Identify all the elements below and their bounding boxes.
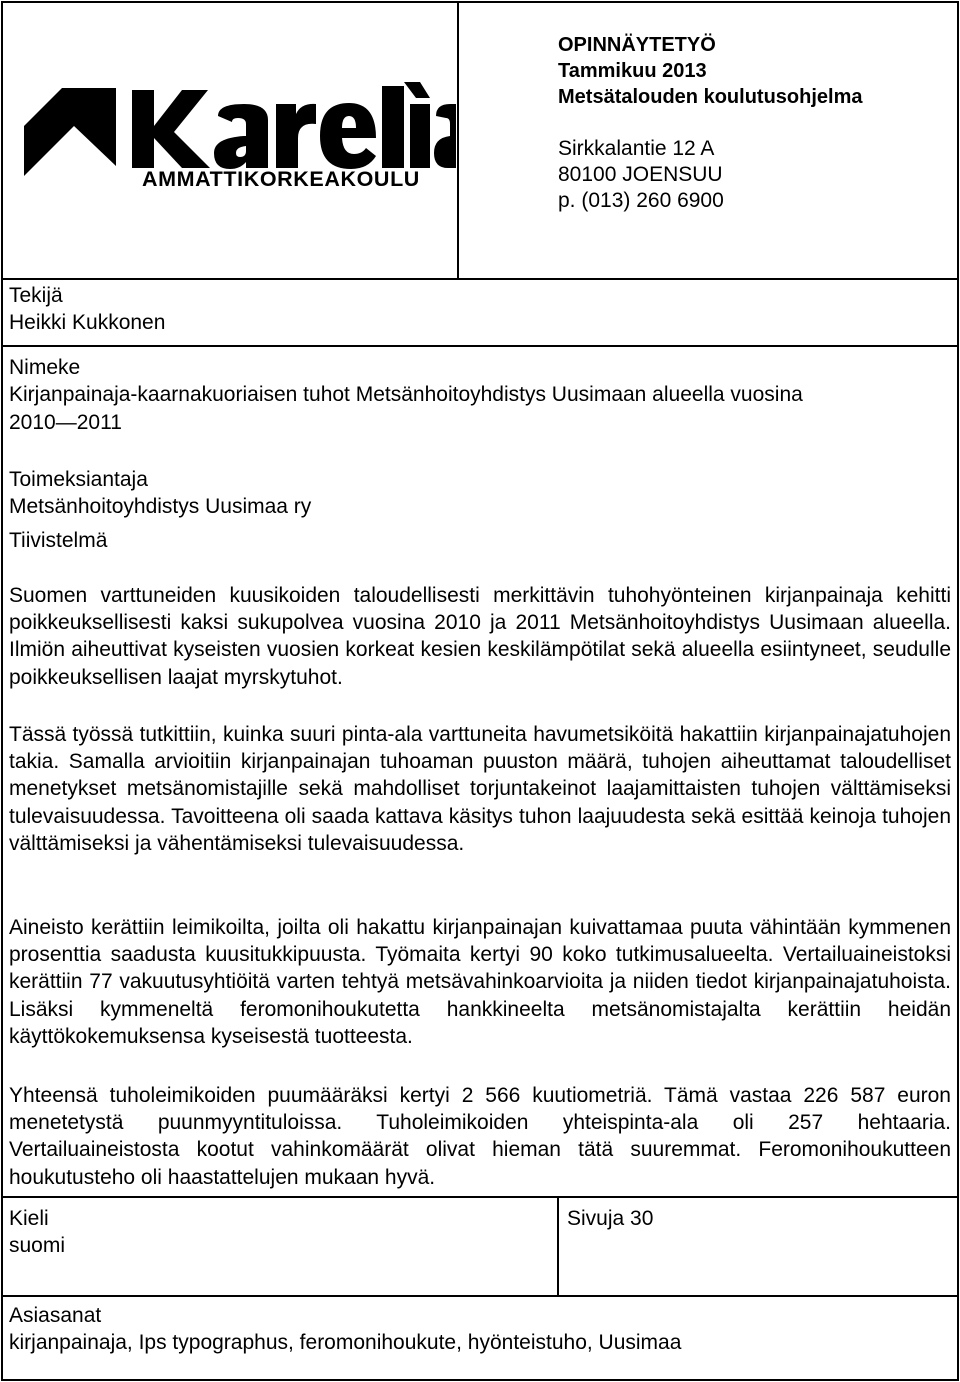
- author-label: Tekijä: [9, 284, 63, 307]
- degree-program: Metsätalouden koulutusohjelma: [558, 86, 863, 108]
- address-line1: Sirkkalantie 12 A: [558, 137, 715, 160]
- logo-subtitle: AMMATTIKORKEAKOULU: [142, 167, 420, 191]
- abstract-bottom-divider: [1, 1196, 959, 1198]
- address-line2: 80100 JOENSUU: [558, 163, 723, 186]
- karelia-logo-graphic: [4, 56, 456, 191]
- header-divider-vertical: [457, 1, 459, 279]
- title-label: Nimeke: [9, 356, 81, 379]
- commissioner-label: Toimeksiantaja: [9, 468, 148, 491]
- abstract-paragraph-4: Yhteensä tuholeimikoiden puumääräksi kertyi 2 566 kuutiometriä. Tämä vastaa 226 587 euron menetetystä puunmyyntituloissa. Tuholeimikoiden yhteispinta-ala oli 257 hehtaaria. Vertailuaineistosta kootut vahinkomäärät olivat hieman tätä suuremmat. Feromonihoukutteen houkutusteho oli haastattelujen mukaan hyvä.: [9, 1084, 951, 1189]
- commissioner-name: Metsänhoitoyhdistys Uusimaa ry: [9, 495, 312, 518]
- abstract-paragraph-1: Suomen varttuneiden kuusikoiden taloudellisesti merkittävin tuhohyönteinen kirjanpainaja kehitti poikkeuksellisesti kaksi sukupolvea vuosina 2010 ja 2011 Metsänhoitoyhdistys Uusimaan alueella. Ilmiön aiheuttivat kyseisten vuosien korkeat kesien keskilämpötilat sekä alueella esiintyneet, seudulle poikkeuksellisen laajat myrskytuhot.: [9, 584, 951, 689]
- keywords-label: Asiasanat: [9, 1304, 102, 1327]
- author-name: Heikki Kukkonen: [9, 311, 166, 334]
- thesis-type: OPINNÄYTETYÖ: [558, 34, 716, 56]
- frame-left: [1, 1, 3, 1381]
- abstract-paragraph-2: Tässä työssä tutkittiin, kuinka suuri pinta-ala varttuneita havumetsiköitä hakattiin kirjanpainajatuhojen takia. Samalla arvioitiin kirjanpainajan tuhoaman puuston määrä, tuhojen aiheuttamat taloudelliset menetykset metsänomistajille sekä mahdolliset torjuntakeinot laajamittaisten tuhojen välttämiseksi tulevaisuudessa. Tavoitteena oli saada kattava käsitys tuhon laajuudesta sekä esittää keinoja tuhojen välttämiseksi ja vähentämiseksi tulevaisuudessa.: [9, 723, 951, 855]
- abstract-paragraph-3: Aineisto kerättiin leimikoilta, joilta oli hakattu kirjanpainajan kuivattamaa puuta vähintään kymmenen prosenttia saadusta kuusitukkipuusta. Työmaita kertyi 90 koko tutkimusalueelta. Vertailuaineistoksi kerättiin 77 vakuutusyhtiöitä varten tehtyä metsävahinkoarvioita ja niiden tiedot kirjanpainajatuhoista. Lisäksi kymmeneltä feromonihoukutetta hankkineelta metsänomistajalta kerättiin heidän käyttökokemuksensa kyseisestä tuotteesta.: [9, 916, 951, 1048]
- language-value: suomi: [9, 1234, 66, 1257]
- title-line1: Kirjanpainaja-kaarnakuoriaisen tuhot Metsänhoitoyhdistys Uusimaan alueella vuosina: [9, 383, 803, 406]
- keywords-divider: [1, 1295, 959, 1297]
- thesis-date: Tammikuu 2013: [558, 60, 707, 82]
- frame-top: [1, 1, 959, 3]
- title-line2: 2010—2011: [9, 411, 122, 434]
- author-divider: [1, 345, 959, 347]
- karelia-logo: [4, 56, 456, 196]
- keywords-value: kirjanpainaja, Ips typographus, feromonihoukute, hyönteistuho, Uusimaa: [9, 1331, 682, 1354]
- frame-right: [957, 1, 959, 1381]
- language-pages-divider: [557, 1196, 559, 1296]
- header-divider-horizontal: [1, 278, 959, 280]
- frame-bottom: [1, 1379, 959, 1381]
- phone-number: p. (013) 260 6900: [558, 189, 724, 212]
- abstract-label: Tiivistelmä: [9, 529, 108, 552]
- page-count: Sivuja 30: [567, 1207, 654, 1230]
- language-label: Kieli: [9, 1207, 49, 1230]
